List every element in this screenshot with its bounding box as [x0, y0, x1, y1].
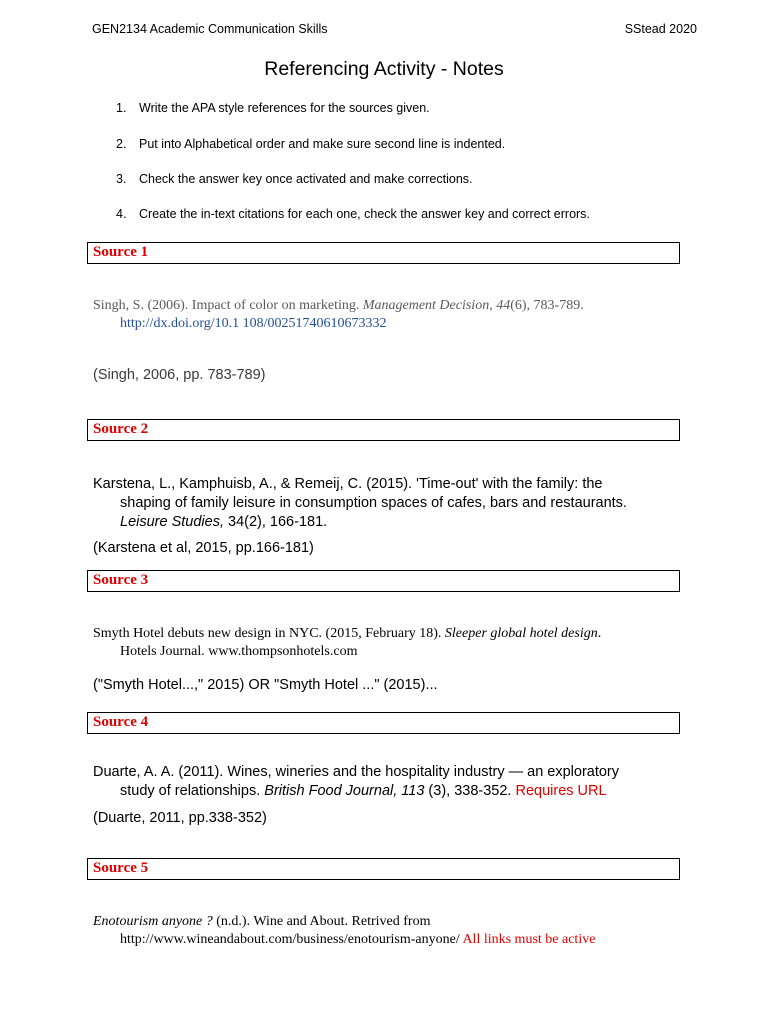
source-3-reference: Smyth Hotel debuts new design in NYC. (2015, February 18). Sleeper global hotel design. Hotels Journal. www.thompsonhotels.com [93, 626, 602, 659]
instruction-item: 2. Put into Alphabetical order and make sure second line is indented. [116, 137, 506, 151]
source-4-citation: (Duarte, 2011, pp.338-352) [93, 810, 267, 826]
source-1-reference: Singh, S. (2006). Impact of color on marketing. Management Decision, 44(6), 783-789. http://dx.doi.org/10.1 108/00251740610673332 [93, 297, 683, 333]
header-author: SStead 2020 [624, 22, 697, 36]
source-5-reference: Enotourism anyone ? (n.d.). Wine and About. Retrived from http://www.wineandabout.com/business/enotourism-anyone/ All links must be active [93, 914, 596, 947]
page-title: Referencing Activity - Notes [264, 58, 504, 80]
source-1-doi-link[interactable]: http://dx.doi.org/10.1 108/00251740610673332 [120, 316, 387, 331]
source-4-note: Requires URL [515, 783, 607, 799]
source-3-citation: ("Smyth Hotel...," 2015) OR "Smyth Hotel ..." (2015)... [93, 677, 438, 693]
source-5-note: All links must be active [462, 932, 596, 947]
source-1-heading: Source 1 [87, 242, 680, 264]
source-1-citation: (Singh, 2006, pp. 783-789) [93, 367, 266, 383]
source-2-heading: Source 2 [87, 419, 680, 441]
instruction-item: 3. Check the answer key once activated and make corrections. [116, 172, 473, 186]
source-5-link[interactable]: http://www.wineandabout.com/business/enotourism-anyone/ [120, 932, 463, 947]
instruction-item: 4. Create the in-text citations for each one, check the answer key and correct errors. [116, 207, 590, 221]
source-5-heading: Source 5 [87, 858, 680, 880]
source-3-heading: Source 3 [87, 570, 680, 592]
source-2-citation: (Karstena et al, 2015, pp.166-181) [93, 540, 314, 556]
source-4-heading: Source 4 [87, 712, 680, 734]
source-4-reference: Duarte, A. A. (2011). Wines, wineries and the hospitality industry — an exploratory study of relationships. British Food Journal, 113 (3), 338-352. Requires URL [93, 764, 620, 799]
instruction-item: 1. Write the APA style references for the sources given. [116, 101, 430, 115]
header-course: GEN2134 Academic Communication Skills [92, 22, 328, 36]
source-2-reference: Karstena, L., Kamphuisb, A., & Remeij, C. (2015). 'Time-out' with the family: the shaping of family leisure in consumption spaces of cafes, bars and restaurants. Leisure Studies, 34(2), 166-181. [93, 476, 627, 530]
